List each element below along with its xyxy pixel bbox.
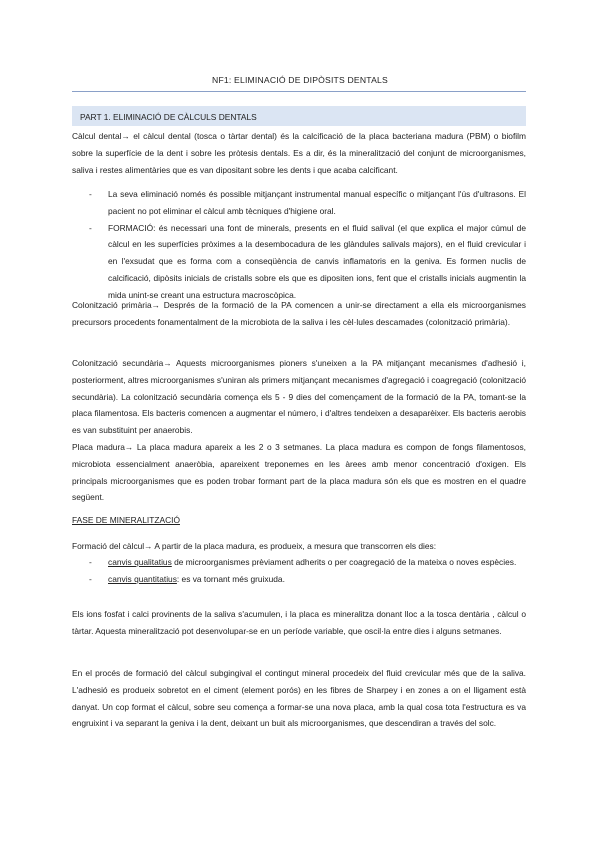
term-canvis-quantitatius: canvis quantitatius	[108, 573, 177, 584]
list-item: - canvis quantitatius: es va tornant més gruixuda.	[72, 571, 526, 588]
paragraph-ions: Els ions fosfat i calci provinents de la saliva s'acumulen, i la placa es mineralitza donant lloc a la tosca dentària , càlcul o tàrtar. Aquesta mineralització pot desenvolupar-se en un període variable, que oscil·la entre dies i alguns setmanes.	[72, 609, 526, 636]
section-heading-mineralitzacio: FASE DE MINERALITZACIÓ	[72, 515, 180, 525]
paragraph-calcul-dental: Càlcul dental→ el càlcul dental (tosca o tàrtar dental) és la calcificació de la placa bacteriana madura (PBM) o biofilm sobre la superfície de la dent i sobre les pròtesis dentals. Es a dir, és la mineralització del conjunt de microorganismes, saliva i restes alimentàries que es van dipositant sobre les dents i que acaba calcificant.	[72, 131, 526, 175]
title-divider	[72, 91, 526, 92]
list-item: - La seva eliminació només és possible mitjançant instrumental manual específic o mitjançant l'ús d'ultrasons. El pacient no pot eliminar el càlcul amb tècniques d'higiene oral.	[72, 186, 526, 220]
part-heading: PART 1. ELIMINACIÓ DE CÀLCULS DENTALS	[80, 112, 257, 122]
paragraph-placa-madura: Placa madura→ La placa madura apareix a les 2 o 3 setmanes. La placa madura es compon de fongs filamentosos, microbiota essencialment anaeròbia, apareixent treponemes en les àrees amb menor concentració d'oxigen. Els principals microorganismes que es poden trobar formant part de la placa madura són els que es mostren en el quadre següent.	[72, 442, 526, 503]
bullet-list-calcul	[72, 186, 526, 304]
list-item: - canvis qualitatius de microorganismes prèviament adherits o per coagregació de la mateixa o noves espècies.	[72, 554, 526, 571]
paragraph-formacio-calcul: Formació del càlcul→ A partir de la placa madura, es produeix, a mesura que transcorren els dies:	[72, 541, 437, 551]
dash-bullet-icon: -	[89, 557, 92, 567]
bullet-list-canvis	[72, 554, 526, 588]
paragraph-colonitzacio-primaria: Colonització primària→ Després de la formació de la PA comencen a unir-se directament a ella els microorganismes precursors procedents fonamentalment de la microbiota de la saliva i les cèl·lules descamades (colonització primària).	[72, 300, 526, 327]
term-canvis-qualitatius: canvis qualitatius	[108, 557, 172, 567]
dash-bullet-icon: -	[89, 189, 92, 199]
paragraph-colonitzacio-secundaria: Colonització secundària→ Aquests microorganismes pioners s'uneixen a la PA mitjançant mecanismes d'adhesió i, posteriorment, altres microorganismes s'uniran als primers mitjançant mecanismes d'agregació i coagregació (colonització secundària). La colonització secundària comença els 5 - 9 dies del començament de la formació de la PA, tomant-se la placa filamentosa. Els bacteris comencen a augmentar el número, i d'altres tendeixen a desaparèixer. Els bacteris aerobis es van substituint per anaerobis.	[72, 358, 526, 436]
dash-bullet-icon: -	[89, 573, 92, 584]
dash-bullet-icon: -	[89, 222, 92, 233]
document-title: NF1: ELIMINACIÓ DE DIPÒSITS DENTALS	[212, 75, 388, 85]
list-item: - FORMACIÓ: és necessari una font de minerals, presents en el fluid salival (el que explica el major cúmul de càlcul en les superfícies pròximes a la desembocadura de les glàndules salivals majors), en el fluid crevicular i en l'exsudat que es forma com a conseqüència de canvis inflamatoris en la geniva. Es formen nuclis de calcificació, dipòsits inicials de cristalls sobre els que es dipositen ions, fent que el cristalls inicials augmentin la mida unint-se creant una estructura macroscòpica.	[72, 220, 526, 304]
paragraph-subgingival: En el procés de formació del càlcul subgingival el contingut mineral procedeix del fluid crevicular més que de la saliva. L'adhesió es produeix sobretot en el ciment (element porós) en les fibres de Sharpey i en zones a on el lligament està danyat. Un cop format el càlcul, sobre seu comença a formar-se una nova placa, amb la qual cosa tota l'estructura es va engruixint i va separant la geniva i la dent, deixant un buit als microorganismes, que descendiran a través del solc.	[72, 668, 526, 729]
